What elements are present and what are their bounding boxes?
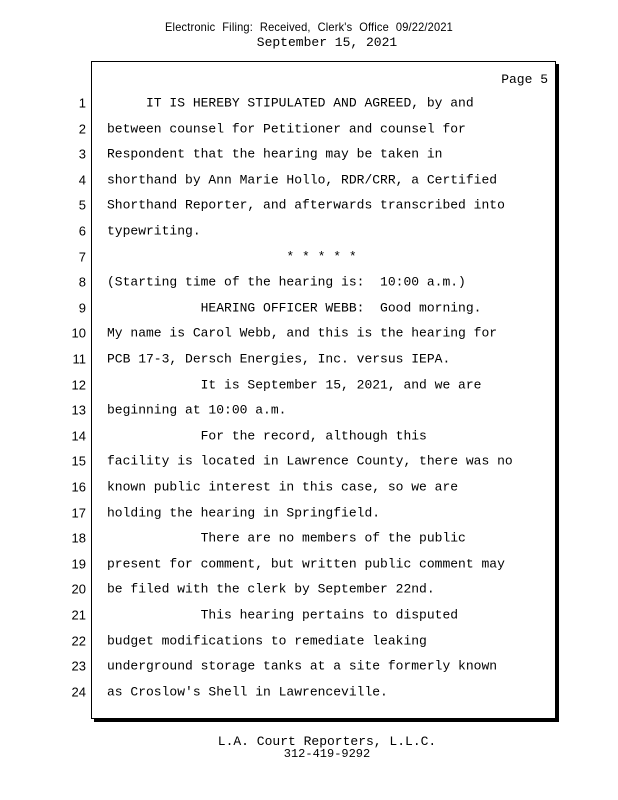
line-number: 19 <box>71 556 86 572</box>
transcript-line-text: facility is located in Lawrence County, there was no <box>107 453 513 469</box>
transcript-line-text: be filed with the clerk by September 22nd. <box>107 581 435 597</box>
transcript-line-text: Shorthand Reporter, and afterwards transcribed into <box>107 197 505 213</box>
transcript-line-text: There are no members of the public <box>107 530 466 546</box>
transcript-line-text: shorthand by Ann Marie Hollo, RDR/CRR, a Certified <box>107 172 498 188</box>
line-number: 4 <box>78 172 86 188</box>
transcript-line-text: For the record, although this <box>107 428 427 444</box>
line-number: 9 <box>78 300 86 316</box>
transcript-line-text: typewriting. <box>107 223 201 239</box>
transcript-line-text: HEARING OFFICER WEBB: Good morning. <box>107 300 482 316</box>
transcript-line-text: present for comment, but written public comment may <box>107 556 505 572</box>
transcript-line-text: IT IS HEREBY STIPULATED AND AGREED, by and <box>107 95 474 111</box>
line-number: 22 <box>71 633 86 649</box>
line-number: 2 <box>78 121 86 137</box>
line-number: 21 <box>71 607 86 623</box>
transcript-line-text: known public interest in this case, so we are <box>107 479 459 495</box>
transcript-line-text: underground storage tanks at a site formerly known <box>107 658 498 674</box>
transcript-line-text: as Croslow's Shell in Lawrenceville. <box>107 684 388 700</box>
transcript-line-text: * * * * * <box>107 249 357 265</box>
line-number: 5 <box>78 197 86 213</box>
line-number: 14 <box>71 428 86 444</box>
reporter-phone: 312-419-9292 <box>283 747 371 761</box>
line-number: 17 <box>71 505 86 521</box>
transcript-line-text: It is September 15, 2021, and we are <box>107 377 482 393</box>
transcript-date: September 15, 2021 <box>256 35 398 50</box>
line-number: 16 <box>71 479 86 495</box>
transcript-line-text: (Starting time of the hearing is: 10:00 a.m.) <box>107 274 466 290</box>
line-number: 15 <box>71 453 86 469</box>
line-number: 12 <box>71 377 86 393</box>
transcript-line-text: My name is Carol Webb, and this is the hearing for <box>107 325 498 341</box>
line-number: 11 <box>72 351 86 367</box>
line-number: 24 <box>71 684 86 700</box>
line-number: 23 <box>71 658 86 674</box>
page-number: Page 5 <box>501 72 548 87</box>
line-number: 1 <box>78 95 86 111</box>
transcript-line-text: holding the hearing in Springfield. <box>107 505 381 521</box>
line-number: 13 <box>71 402 86 418</box>
line-number: 6 <box>78 223 86 239</box>
line-number: 7 <box>78 249 86 265</box>
line-number: 18 <box>71 530 86 546</box>
line-number: 3 <box>78 146 86 162</box>
transcript-line-text: PCB 17-3, Dersch Energies, Inc. versus IEPA. <box>107 351 451 367</box>
reporter-company: L.A. Court Reporters, L.L.C. <box>217 734 437 749</box>
line-number: 8 <box>78 274 86 290</box>
transcript-line-text: between counsel for Petitioner and counsel for <box>107 121 466 137</box>
transcript-line-text: Respondent that the hearing may be taken in <box>107 146 443 162</box>
transcript-line-text: budget modifications to remediate leaking <box>107 633 427 649</box>
transcript-line-text: beginning at 10:00 a.m. <box>107 402 287 418</box>
filing-stamp: Electronic Filing: Received, Clerk's Office 09/22/2021 <box>165 20 453 34</box>
line-number: 20 <box>71 581 86 597</box>
transcript-line-text: This hearing pertains to disputed <box>107 607 459 623</box>
line-number: 10 <box>71 325 86 341</box>
